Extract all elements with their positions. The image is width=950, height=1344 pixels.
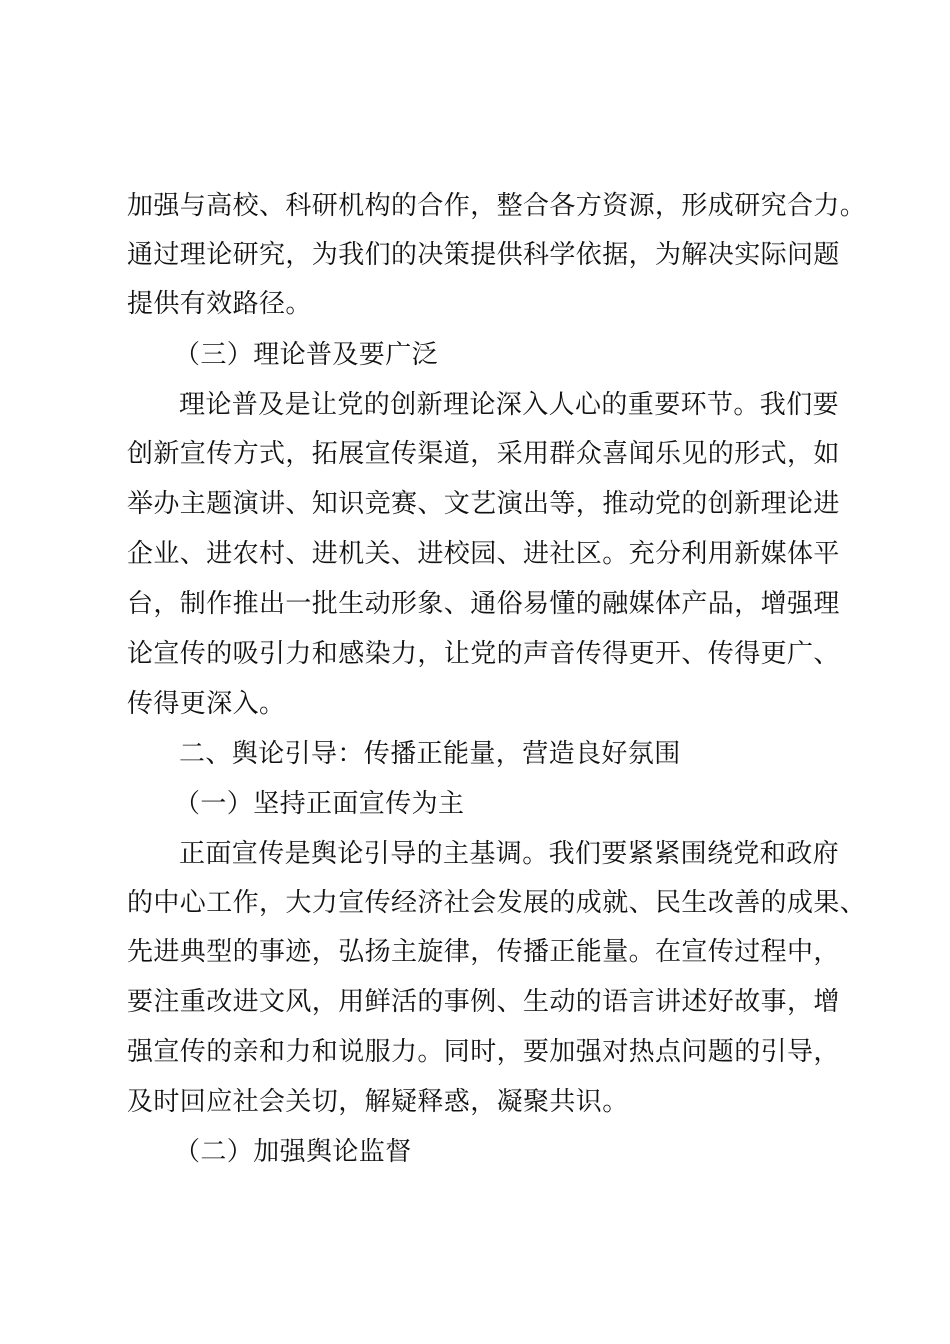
paragraph-line-11: 传得更深入。 — [127, 689, 286, 719]
paragraph-line-9: 台，制作推出一批生动形象、通俗易懂的融媒体产品，增强理 — [127, 589, 840, 619]
paragraph-line-14: 正面宣传是舆论引导的主基调。我们要紧紧围绕党和政府 — [179, 839, 840, 869]
paragraph-line-5: 理论普及是让党的创新理论深入人心的重要环节。我们要 — [179, 390, 840, 420]
section-heading-1: （一）坚持正面宣传为主 — [174, 789, 465, 819]
paragraph-line-16: 先进典型的事迹，弘扬主旋律，传播正能量。在宣传过程中， — [127, 937, 840, 967]
section-heading-2: （二）加强舆论监督 — [174, 1137, 412, 1167]
paragraph-line-7: 举办主题演讲、知识竞赛、文艺演出等，推动党的创新理论进 — [127, 489, 840, 519]
paragraph-line-1: 加强与高校、科研机构的合作，整合各方资源，形成研究合力。 — [127, 191, 867, 221]
paragraph-line-19: 及时回应社会关切，解疑释惑，凝聚共识。 — [127, 1087, 629, 1117]
paragraph-line-2: 通过理论研究，为我们的决策提供科学依据，为解决实际问题 — [127, 240, 840, 270]
chapter-heading-2: 二、舆论引导：传播正能量，营造良好氛围 — [179, 739, 681, 769]
section-heading-3: （三）理论普及要广泛 — [174, 340, 439, 370]
paragraph-line-17: 要注重改进文风，用鲜活的事例、生动的语言讲述好故事，增 — [127, 987, 840, 1017]
paragraph-line-8: 企业、进农村、进机关、进校园、进社区。充分利用新媒体平 — [127, 539, 840, 569]
paragraph-line-10: 论宣传的吸引力和感染力，让党的声音传得更开、传得更广、 — [127, 639, 840, 669]
paragraph-line-18: 强宣传的亲和力和说服力。同时，要加强对热点问题的引导， — [127, 1037, 840, 1067]
paragraph-line-3: 提供有效路径。 — [127, 289, 312, 319]
paragraph-line-15: 的中心工作，大力宣传经济社会发展的成就、民生改善的成果、 — [127, 888, 867, 918]
paragraph-line-6: 创新宣传方式，拓展宣传渠道，采用群众喜闻乐见的形式，如 — [127, 439, 840, 469]
